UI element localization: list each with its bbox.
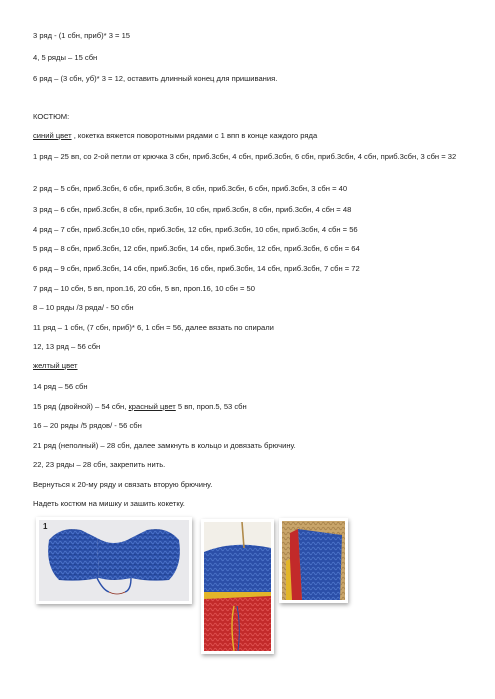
rows-8-10: 8 – 10 ряды /3 ряда/ - 50 сбн <box>33 303 134 312</box>
yellow-color-label-line <box>33 360 475 371</box>
blue-yoke-illustration <box>39 520 189 601</box>
row-21: 21 ряд (неполный) – 28 сбн, далее замкнуть в кольцо и довязать брючину. <box>33 441 296 450</box>
red-color-label: красный цвет <box>128 402 176 411</box>
return-instruction: Вернуться к 20-му ряду и связать вторую брючину. <box>33 480 213 489</box>
yellow-color-label: желтый цвет <box>33 361 78 370</box>
blue-section-text: , кокетка вяжется поворотными рядами с 1 впп в конце каждого ряда <box>71 131 318 140</box>
blue-section-line <box>33 130 475 141</box>
tan-blue-illustration <box>282 521 345 600</box>
row-15-part-a: 15 ряд (двойной) – 54 сбн, <box>33 402 129 411</box>
row-15-part-b: 5 вп, проп.5, 53 сбн <box>175 402 247 411</box>
row-6: 6 ряд – 9 сбн, приб.3сбн, 14 сбн, приб.3сбн, 16 сбн, приб.3сбн, 14 сбн, приб.3сбн, 7 сбн = 72 <box>33 264 360 273</box>
photo-1-blue-yoke <box>36 517 192 604</box>
rows-4-5-head: 4, 5 ряды – 15 сбн <box>33 53 98 62</box>
row-7: 7 ряд – 10 сбн, 5 вп, проп.16, 20 сбн, 5 вп, проп.16, 10 сбн = 50 <box>33 284 255 293</box>
row-6-head: 6 ряд – (3 сбн, уб)* 3 = 12, оставить длинный конец для пришивания. <box>33 74 278 83</box>
photo-3-tan-blue-crochet <box>279 518 348 603</box>
costume-header: КОСТЮМ: <box>33 112 70 121</box>
final-instruction: Надеть костюм на мишку и зашить кокетку. <box>33 499 185 508</box>
row-3-head: 3 ряд - (1 сбн, приб)* 3 = 15 <box>33 31 131 40</box>
row-15 <box>33 401 475 412</box>
rows-12-13: 12, 13 ряд – 56 сбн <box>33 342 101 351</box>
color-stripes-illustration <box>204 522 271 651</box>
row-11: 11 ряд – 1 сбн, (7 сбн, приб)* 6, 1 сбн = 56, далее вязать по спирали <box>33 323 274 332</box>
photo-number: 1 <box>43 522 48 531</box>
photo-2-colors-closeup <box>201 519 274 654</box>
blue-color-label: синий цвет <box>33 131 72 140</box>
rows-16-20: 16 – 20 ряды /5 рядов/ - 56 сбн <box>33 421 142 430</box>
rows-22-23: 22, 23 ряды – 28 сбн, закрепить нить. <box>33 460 166 469</box>
row-4: 4 ряд – 7 сбн, приб.3сбн,10 сбн, приб.3сбн, 12 сбн, приб.3сбн, 10 сбн, приб.3сбн, 4 сбн = 56 <box>33 225 358 234</box>
row-3: 3 ряд – 6 сбн, приб.3сбн, 8 сбн, приб.3сбн, 10 сбн, приб.3сбн, 8 сбн, приб.3сбн, 4 сбн = 48 <box>33 205 352 214</box>
row-5: 5 ряд – 8 сбн, приб.3сбн, 12 сбн, приб.3сбн, 14 сбн, приб.3сбн, 12 сбн, приб.3сбн, 6 сбн = 64 <box>33 244 360 253</box>
row-14: 14 ряд – 56 сбн <box>33 382 88 391</box>
row-1: 1 ряд – 25 вп, со 2-ой петли от крючка 3 сбн, приб.3сбн, 4 сбн, приб.3сбн, 6 сбн, приб.3сбн, 4 сбн, приб.3сбн, 3 сбн = 32 <box>33 152 457 161</box>
row-2: 2 ряд – 5 сбн, приб.3сбн, 6 сбн, приб.3сбн, 8 сбн, приб.3сбн, 6 сбн, приб.3сбн, 3 сбн = 40 <box>33 184 348 193</box>
